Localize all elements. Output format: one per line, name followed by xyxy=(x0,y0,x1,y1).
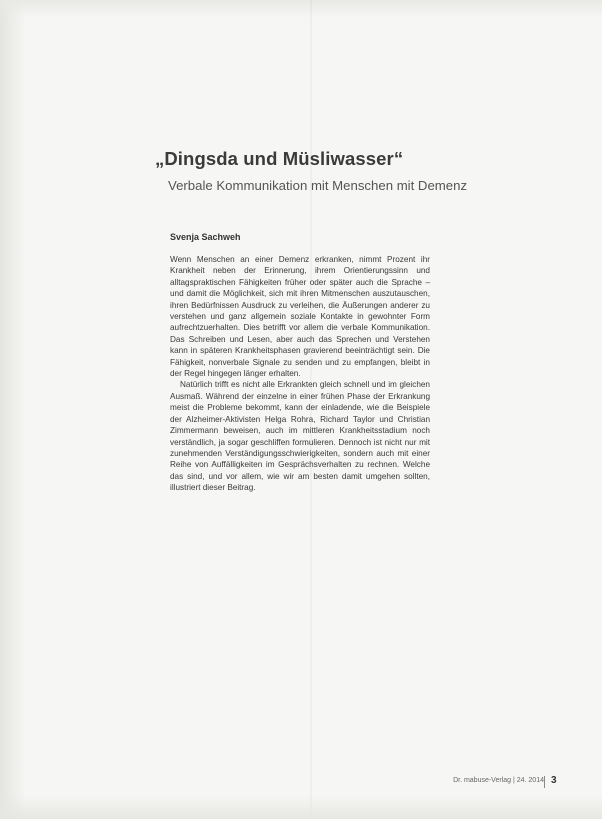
article-subtitle: Verbale Kommunikation mit Menschen mit Demenz xyxy=(168,178,468,193)
article-author: Svenja Sachweh xyxy=(170,232,241,242)
body-paragraph-2: Natürlich trifft es nicht alle Erkrankten gleich schnell und im gleichen Ausmaß. Während der einzelne in einer frühen Phase der Erkrankung meist die Probleme bekommt, kann der einladende, wie die Beispiele der Alzheimer-Aktivisten Helga Rohra, Richard Taylor und Christian Zimmermann beweisen, auch im mittleren Krankheitsstadium noch verständlich, ja sogar geschliffen formulieren. Dennoch ist nicht nur mit zunehmenden Verständigungsschwierigkeiten, sondern auch mit einer Reihe von Auffälligkeiten im Gesprächsverhalten zu rechnen. Welche das sind, und vor allem, wie wir am besten damit umgehen sollten, illustriert dieser Beitrag. xyxy=(170,380,430,493)
article-body xyxy=(170,254,430,494)
footer-divider xyxy=(544,776,545,788)
footer-journal: Dr. mabuse-Verlag | 24. 2014 xyxy=(453,777,544,784)
page-bottom-shadow xyxy=(0,795,602,819)
page-left-shadow xyxy=(0,0,26,819)
page-top-shadow xyxy=(0,0,602,18)
article-title: „Dingsda und Müsliwasser“ xyxy=(155,148,404,169)
body-paragraph-1: Wenn Menschen an einer Demenz erkranken, nimmt Prozent ihr Krankheit neben der Erinnerung, ihrem Orientierungssinn und alltagspraktischen Fähigkeiten früher oder später auch die Sprache – und damit die Möglichkeit, sich mit ihren Mitmenschen auszutauschen, ihren Bedürfnissen Ausdruck zu verleihen, die Äußerungen anderer zu verstehen und ganz allgemein soziale Kontakte in gewohnter Form aufrechtzuerhalten. Dies betrifft vor allem die verbale Kommunikation. Das Schreiben und Lesen, aber auch das Sprechen und Verstehen kann in späteren Krankheitsphasen gravierend beeinträchtigt sein. Die Fähigkeit, nonverbale Signale zu senden und zu empfangen, bleibt in der Regel hingegen länger erhalten. xyxy=(170,255,430,379)
page-number: 3 xyxy=(551,775,557,786)
